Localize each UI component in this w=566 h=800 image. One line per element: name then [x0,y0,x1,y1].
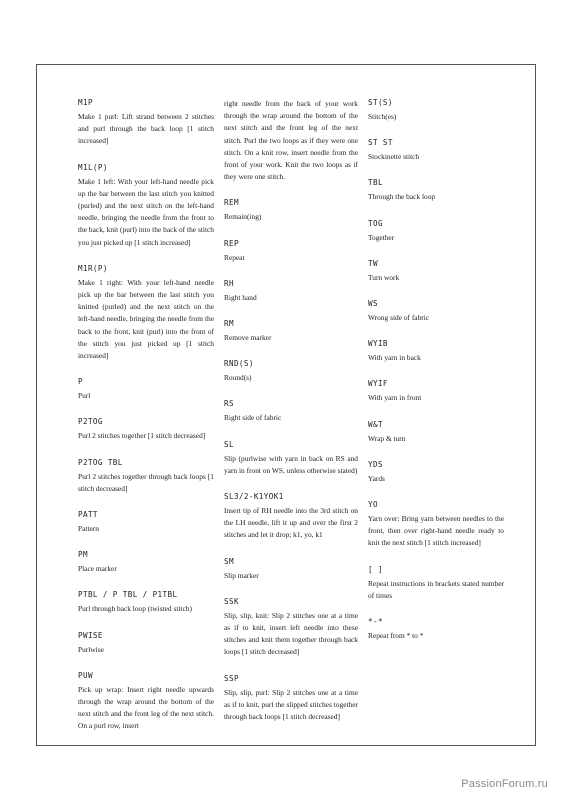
glossary-entry [224,597,358,659]
glossary-column-3 [368,98,504,657]
glossary-entry [224,198,358,223]
term: SSP [224,673,239,683]
term: RS [224,399,234,409]
term: ST(S) [368,98,393,107]
definition: Repeat instructions in brackets stated number of times [368,578,504,600]
definition: Pattern [78,524,99,534]
glossary-entry [224,319,358,344]
definition: Stitch(es) [368,112,397,121]
definition: With yarn in front [368,393,422,403]
definition: Round(s) [224,373,252,383]
glossary-entry [78,264,214,362]
glossary-entry [368,299,504,324]
glossary-entry [224,399,358,424]
term: PWISE [78,630,103,640]
definition: Slip, slip, purl: Slip 2 stitches one at a time as if to knit, purl the slipped stitches together through back loops [1 stitch decreased] [224,687,358,722]
glossary-entry [78,98,214,148]
term: RND(S) [224,359,254,369]
watermark: PassionForum.ru [461,778,548,790]
term: RM [224,319,234,329]
glossary-entry [368,339,504,364]
glossary-entry [368,98,504,123]
glossary-entry [368,219,504,244]
term: [ ] [368,564,383,574]
term: REM [224,198,239,208]
term: W&T [368,419,383,429]
glossary-entry-continued [224,98,358,183]
definition: Purl 2 stitches together through back loops [1 stitch decreased] [78,471,214,493]
glossary-entry [368,460,504,485]
glossary-column-2 [224,98,358,738]
definition: Repeat [224,252,245,262]
definition: Insert tip of RH needle into the 3rd stitch on the LH needle, lift it up and over the first 2 stitches and let it drop; k1, yo, k1 [224,506,358,540]
definition: Wrong side of fabric [368,313,430,323]
term: TW [368,258,378,268]
definition: Purlwise [78,644,104,654]
glossary-entry [224,674,358,724]
term: WYIB [368,339,388,349]
term: YO [368,500,378,510]
definition: Make 1 purl: Lift strand between 2 stitches and purl through the back loop [1 stitch increased] [78,112,214,146]
glossary-entry [224,557,358,582]
definition: Stockinette stitch [368,152,420,162]
definition: Slip (purlwise with yarn in back on RS and yarn in front on WS, unless otherwise stated) [224,453,358,475]
glossary-entry [78,631,214,656]
definition: Remain(ing) [224,212,262,222]
definition: Turn work [368,272,400,282]
glossary-entry [368,617,504,642]
glossary-entry [78,163,214,249]
term: P2TOG [78,417,103,427]
term: TOG [368,218,383,228]
glossary-entry [368,420,504,445]
definition: Yards [368,473,385,483]
term: WS [368,299,378,309]
definition: Slip, slip, knit: Slip 2 stitches one at a time as if to knit, insert left needle into these stitches and knit them together through back loops [1 stitch decreased] [224,610,358,657]
glossary-entry [368,379,504,404]
glossary-column-1 [78,98,214,748]
term: P2TOG TBL [78,457,123,467]
term: M1L(P) [78,162,108,172]
definition: Purl 2 stitches together [1 stitch decreased] [78,431,206,441]
term: ST ST [368,138,393,148]
glossary-entry [78,458,214,495]
definition: Purl through back loop (twisted stitch) [78,604,192,614]
term: *-* [368,617,383,627]
term: TBL [368,178,383,188]
definition: Slip marker [224,570,259,580]
glossary-entry [78,671,214,733]
term: YDS [368,459,383,469]
term: P [78,377,83,387]
glossary-entry [224,359,358,384]
glossary-entry [224,239,358,264]
term: PTBL / P TBL / P1TBL [78,590,178,600]
glossary-entry [368,138,504,163]
definition: Place marker [78,564,117,574]
term: REP [224,238,239,248]
definition: right needle from the back of your work through the wrap around the bottom of the next stitch and the front leg of the next stitch. Purl the two loops as if they were one stitch. On a knit row, insert needle from the front of your work. Knit the two loops as if they were one stitch. [224,99,358,182]
term: M1R(P) [78,263,108,273]
glossary-entry [78,550,214,575]
definition: Purl [78,391,91,401]
definition: Right side of fabric [224,413,282,423]
definition: Pick up wrap: Insert right needle upwards through the wrap around the bottom of the next stitch and the front leg of the next stitch. On a purl row, insert [78,684,214,731]
term: SM [224,556,234,566]
term: RH [224,278,234,288]
glossary-entry [368,178,504,203]
term: SL [224,439,234,449]
term: PM [78,550,88,560]
definition: Wrap & turn [368,433,406,443]
term: WYIF [368,379,388,389]
term: PUW [78,670,93,680]
glossary-entry [368,259,504,284]
term: PATT [78,510,98,520]
term: SSK [224,596,239,606]
definition: Repeat from * to * [368,631,424,641]
glossary-entry [78,377,214,402]
glossary-entry [78,590,214,615]
definition: Remove marker [224,333,272,343]
definition: Yarn over: Bring yarn between needles to the front, then over right-hand needle ready to knit the next stitch [1 stitch increased] [368,514,504,548]
term: M1P [78,98,93,107]
glossary-entry [368,565,504,602]
glossary-entry [78,510,214,535]
glossary-entry [78,417,214,442]
glossary-entry [224,440,358,477]
term: SL3/2-K1YOK1 [224,492,284,502]
definition: Right hand [224,292,257,302]
glossary-entry [224,492,358,542]
definition: Through the back loop [368,192,436,202]
definition: Together [368,232,395,242]
definition: Make 1 right: With your left-hand needle pick up the bar between the last stitch you knitted (purled) and the next stitch on the left-hand needle, bringing the needle from the back to the front, knit (purl) into the front of the stitch you just picked up [1 stitch increased] [78,277,214,361]
definition: Make 1 left: With your left-hand needle pick up the bar between the last stitch you knitted (purled) and the next stitch on the left-hand needle, bringing the needle from the front to the back, knit (purl) into the back of the stitch you just picked up [1 stitch increased] [78,176,214,247]
glossary-entry [224,279,358,304]
definition: With yarn in back [368,353,421,363]
glossary-entry [368,500,504,550]
